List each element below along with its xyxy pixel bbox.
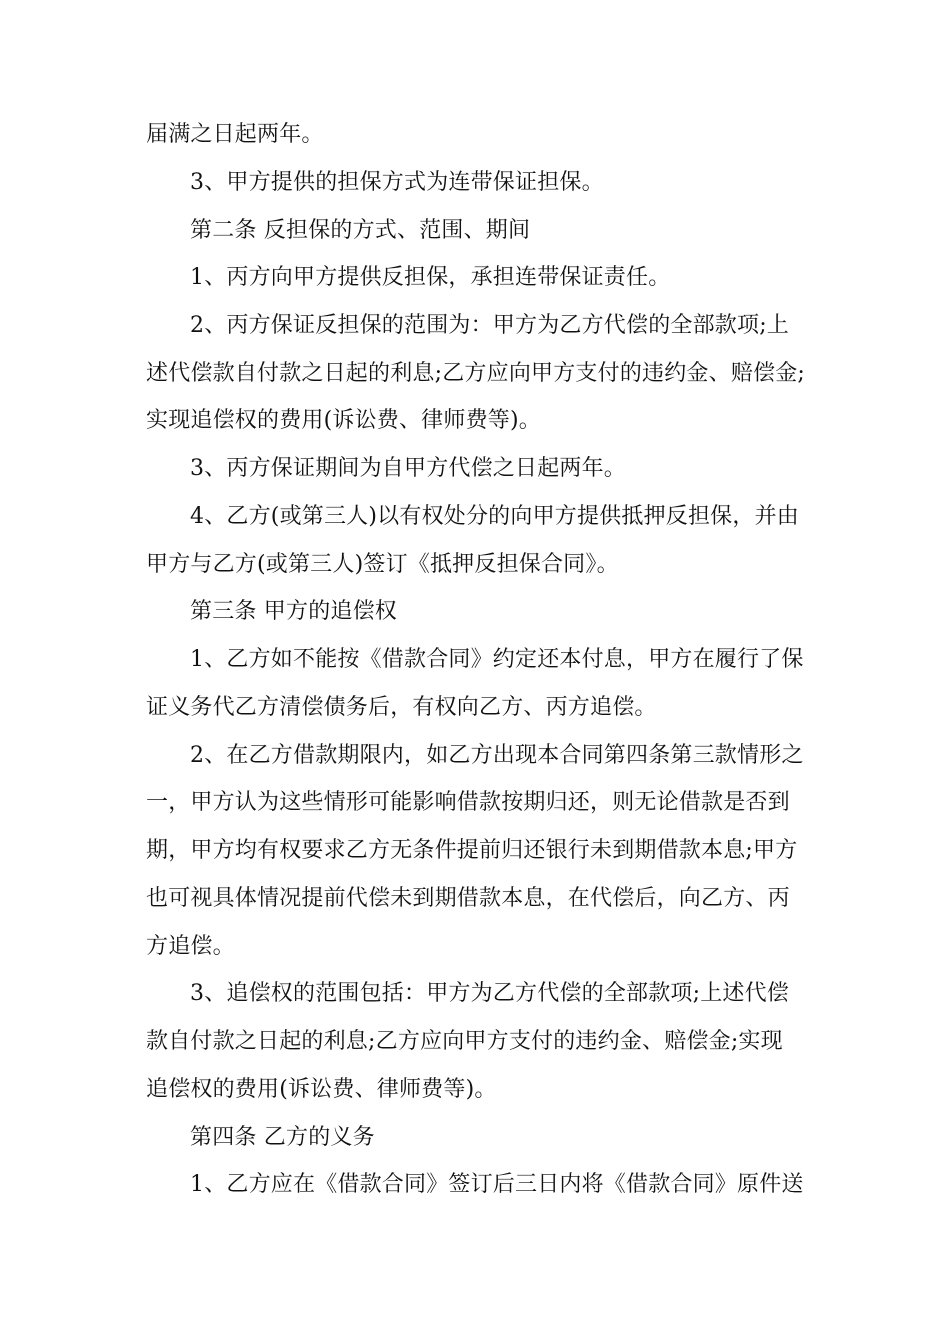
text-line: 证义务代乙方清偿债务后，有权向乙方、丙方追偿。 xyxy=(146,695,657,720)
text-line: 届满之日起两年。 xyxy=(146,122,324,147)
text-line: 也可视具体情况提前代偿未到期借款本息，在代偿后，向乙方、丙 xyxy=(146,886,790,911)
text-line: 4、乙方(或第三人)以有权处分的向甲方提供抵押反担保，并由 xyxy=(190,504,799,529)
text-line: 追偿权的费用(诉讼费、律师费等)。 xyxy=(146,1077,497,1102)
text-line: 实现追偿权的费用(诉讼费、律师费等)。 xyxy=(146,408,541,433)
text-line: 2、丙方保证反担保的范围为：甲方为乙方代偿的全部款项;上 xyxy=(190,313,790,338)
text-line: 述代偿款自付款之日起的利息;乙方应向甲方支付的违约金、赔偿金; xyxy=(146,361,806,386)
text-line: 一，甲方认为这些情形可能影响借款按期归还，则无论借款是否到 xyxy=(146,790,790,815)
section-heading: 第四条 乙方的义务 xyxy=(190,1125,375,1150)
text-line: 1、乙方应在《借款合同》签订后三日内将《借款合同》原件送 xyxy=(190,1172,804,1197)
text-line: 3、甲方提供的担保方式为连带保证担保。 xyxy=(190,170,604,195)
section-heading: 第二条 反担保的方式、范围、期间 xyxy=(190,218,531,243)
text-line: 3、追偿权的范围包括：甲方为乙方代偿的全部款项;上述代偿 xyxy=(190,981,790,1006)
text-line: 3、丙方保证期间为自甲方代偿之日起两年。 xyxy=(190,456,626,481)
text-line: 1、丙方向甲方提供反担保，承担连带保证责任。 xyxy=(190,265,671,290)
text-line: 款自付款之日起的利息;乙方应向甲方支付的违约金、赔偿金;实现 xyxy=(146,1029,783,1054)
section-heading: 第三条 甲方的追偿权 xyxy=(190,599,397,624)
text-line: 方追偿。 xyxy=(146,934,235,959)
text-line: 2、在乙方借款期限内，如乙方出现本合同第四条第三款情形之 xyxy=(190,743,804,768)
text-line: 1、乙方如不能按《借款合同》约定还本付息，甲方在履行了保 xyxy=(190,647,804,672)
text-line: 甲方与乙方(或第三人)签订《抵押反担保合同》。 xyxy=(146,552,619,577)
text-line: 期，甲方均有权要求乙方无条件提前归还银行未到期借款本息;甲方 xyxy=(146,838,798,863)
